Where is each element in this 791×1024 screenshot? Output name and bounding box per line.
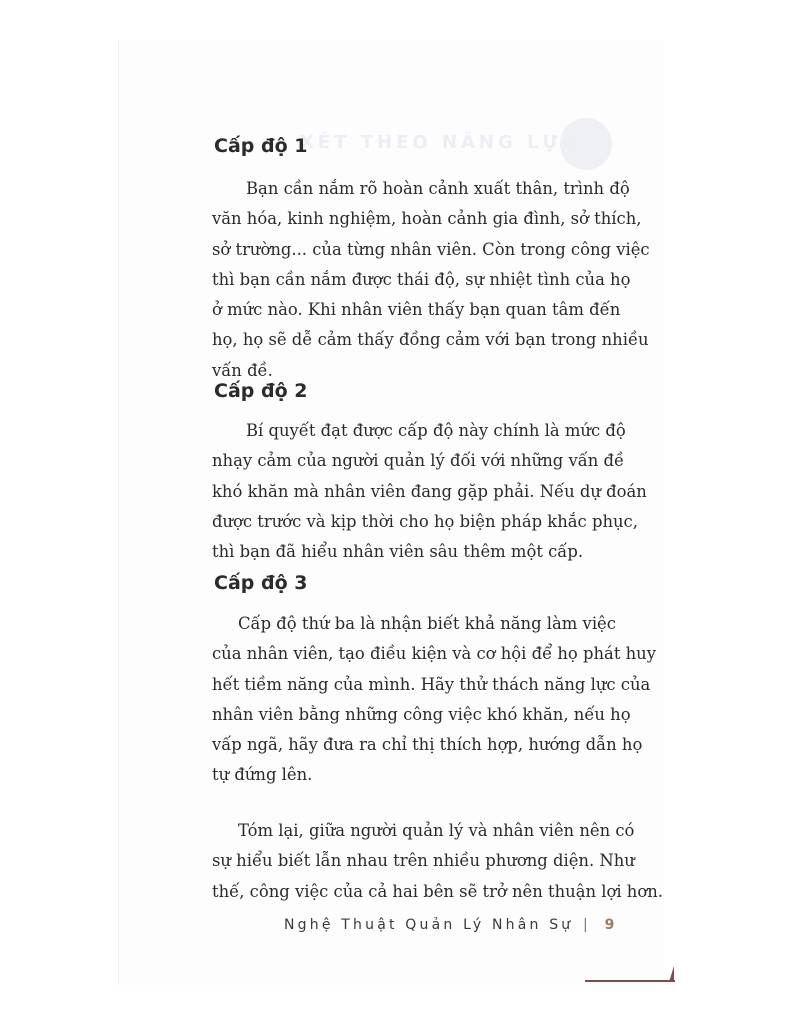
text-line: của nhân viên, tạo điều kiện và cơ hội để họ phát huy [212, 644, 656, 664]
text-line: sở trường... của từng nhân viên. Còn trong công việc [212, 239, 650, 259]
text-line: nhân viên bằng những công việc khó khăn, nếu họ [212, 704, 631, 724]
page-number: 9 [604, 917, 615, 933]
section-paragraph-3 [212, 609, 656, 791]
text-line: vấp ngã, hãy đưa ra chỉ thị thích hợp, hướng dẫn họ [212, 735, 643, 755]
text-line: họ, họ sẽ dễ cảm thấy đồng cảm với bạn trong nhiều [212, 330, 649, 350]
page-footer [284, 917, 614, 933]
text-line: Cấp độ thứ ba là nhận biết khả năng làm việc [238, 614, 616, 633]
section-heading-2: Cấp độ 2 [214, 380, 308, 402]
text-line: sự hiểu biết lẫn nhau trên nhiều phương diện. Như [212, 851, 635, 871]
text-line: thì bạn cần nắm được thái độ, sự nhiệt tình của họ [212, 269, 631, 289]
text-line: Tóm lại, giữa người quản lý và nhân viên nên có [238, 821, 635, 840]
section-heading-1: Cấp độ 1 [214, 135, 308, 157]
page-corner-tip [669, 966, 674, 982]
section-paragraph-1 [212, 174, 650, 386]
text-line: khó khăn mà nhân viên đang gặp phải. Nếu dự đoán [212, 481, 647, 501]
text-line: thế, công việc của cả hai bên sẽ trở nên thuận lợi hơn. [212, 881, 663, 901]
text-line: nhạy cảm của người quản lý đối với những vấn đề [212, 451, 625, 471]
book-title: Nghệ Thuật Quản Lý Nhân Sự [284, 917, 574, 933]
text-line: tự đứng lên. [212, 765, 313, 785]
text-line: văn hóa, kinh nghiệm, hoàn cảnh gia đình, sở thích, [212, 209, 642, 229]
page-corner-mark [585, 980, 675, 982]
footer-separator: | [583, 917, 591, 933]
text-line: thì bạn đã hiểu nhân viên sâu thêm một cấp. [212, 542, 584, 562]
text-line: ở mức nào. Khi nhân viên thấy bạn quan tâm đến [212, 300, 621, 320]
text-line: Bạn cần nắm rõ hoàn cảnh xuất thân, trình độ [246, 179, 630, 198]
conclusion-paragraph [212, 816, 663, 907]
text-line: vấn đề. [212, 360, 273, 380]
text-line: hết tiềm năng của mình. Hãy thử thách năng lực của [212, 674, 651, 694]
bleed-through-title: XÉT THEO NĂNG LỰC [300, 132, 579, 153]
text-line: Bí quyết đạt được cấp độ này chính là mức độ [246, 421, 626, 440]
section-heading-3: Cấp độ 3 [214, 572, 308, 594]
text-line: được trước và kịp thời cho họ biện pháp khắc phục, [212, 511, 638, 531]
section-paragraph-2 [212, 416, 647, 567]
